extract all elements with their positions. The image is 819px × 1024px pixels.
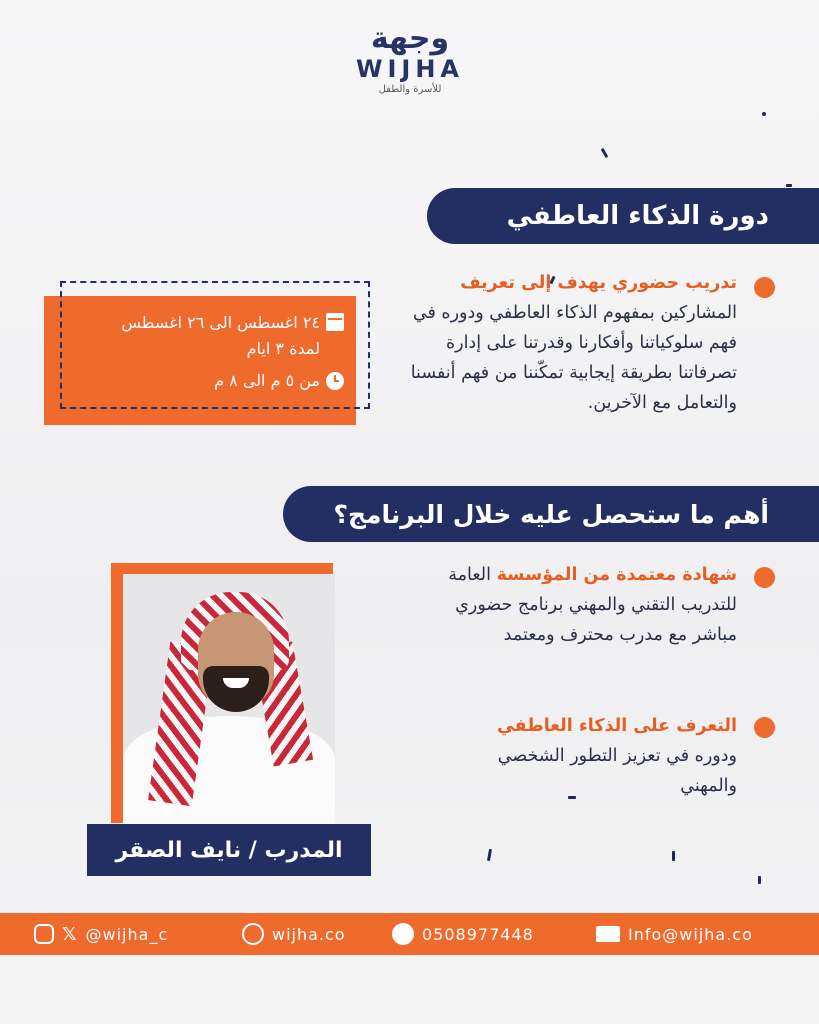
logo-tagline: للأسرة والطفل [378,84,442,95]
benefit-item [437,711,737,801]
email-text: Info@wijha.co [628,924,753,944]
benefit-text: العامة للتدريب التقني والمهني برنامج حضوري مباشر مع مدرب محترف ومعتمد [448,565,737,645]
schedule-time: من ٥ م الى ٨ م [214,371,320,390]
bullet-dot [754,717,775,738]
trainer-name-label [87,824,371,876]
decorative-shard [672,851,675,861]
x-icon: 𝕏 [62,923,78,945]
course-intro-text: المشاركين بمفهوم الذكاء العاطفي ودوره في فهم سلوكياتنا وأفكارنا وقدرتنا على إدارة تصرفاتنا بطريقة إيجابية تمكّننا من فهم أنفسنا والتعامل مع الآخرين. [410,303,737,413]
decorative-shard [601,148,609,158]
course-title-text: دورة الذكاء العاطفي [506,201,769,231]
decorative-shard [786,184,792,187]
email-link[interactable] [596,913,753,955]
benefit-highlight: التعرف على الذكاء العاطفي [496,716,737,736]
whatsapp-icon [392,923,414,945]
brand-logo [340,22,480,98]
mail-icon [596,926,620,942]
course-intro-highlight: تدريب حضوري يهدف إلى تعريف [460,273,737,293]
instagram-icon [34,924,54,944]
decorative-shard [758,876,761,884]
course-title [427,188,819,244]
bullet-dot [754,277,775,298]
bullet-dot [754,567,775,588]
trainer-photo [123,574,335,826]
globe-icon [242,923,264,945]
social-link[interactable] [34,913,168,955]
schedule-dates: ٢٤ اغسطس الى ٢٦ اغسطس [121,313,320,332]
contact-footer [0,913,819,955]
benefit-text: ودوره في تعزيز التطور الشخصي والمهني [497,746,737,796]
benefits-title [283,486,819,542]
course-description [407,268,737,418]
decorative-shard [762,112,766,116]
clock-icon [326,372,344,390]
website-text: wijha.co [272,924,346,944]
phone-link[interactable] [392,913,534,955]
website-link[interactable] [242,913,346,955]
trainer-name: المدرب / نايف الصقر [115,837,343,863]
schedule-duration: لمدة ٣ ايام [246,339,320,358]
logo-english: WIJHA [356,55,464,83]
phone-text: 0508977448 [422,924,534,944]
logo-arabic: وجهة [370,21,450,56]
benefits-title-text: أهم ما ستحصل عليه خلال البرنامج؟ [333,499,769,529]
calendar-icon [326,313,344,331]
social-handle: @wijha_c [85,924,169,944]
benefit-item [437,560,737,650]
benefit-highlight: شهادة معتمدة من المؤسسة [496,565,737,585]
decorative-shard [487,849,492,861]
photo-beard [203,666,269,712]
